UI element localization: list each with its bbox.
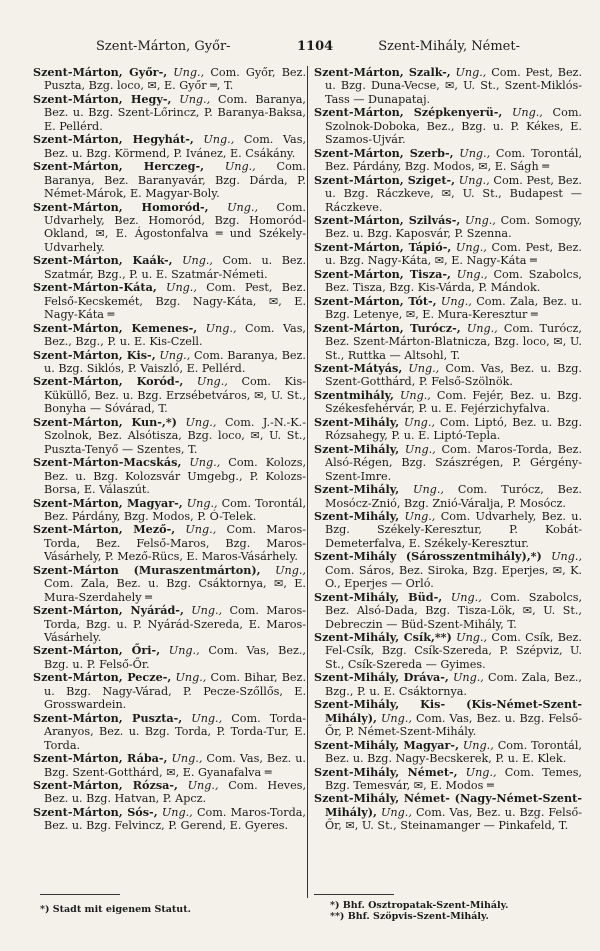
entry-country: Ung., [275, 563, 306, 577]
entry-country: Ung., [161, 805, 193, 819]
entry-details: Com. Vas, Bez. u. Bzg. Felső-Őr, P. Német-Szent-Mihály. [325, 711, 583, 739]
entry-country: Ung., [187, 779, 219, 793]
entry-details: Com. Somogy, Bez. u. Bzg. Kaposvár, P. Szenna. [325, 213, 583, 241]
gazetteer-entry [314, 268, 582, 295]
entry-country: Ung., [456, 631, 488, 645]
gazetteer-entry [33, 66, 306, 93]
entry-details: Com. Vas, Bez. u. Bzg. Felső-Őr, ✉, U. St., Steinamanger — Pinkafeld, T. [325, 805, 583, 833]
entry-details: Com. Torontál, Bez. Párdány, Bzg. Modos, P. Ó-Telek. [44, 496, 307, 523]
entry-country: Ung., [452, 671, 484, 685]
entry-country: Ung., [381, 711, 412, 725]
entry-headword: Szent-Márton, Szalk-, [314, 65, 451, 79]
entry-headword: Szent-Mihály, Kis- (Kis-Német-Szent-Mihály), [314, 697, 582, 725]
entry-country: Ung., [450, 590, 482, 604]
entry-headword: Szent-Márton, Turócz-, [314, 320, 461, 335]
entry-headword: Szent-Márton, Sós-, [33, 804, 158, 819]
entry-country: Ung., [196, 375, 228, 389]
entry-headword: Szent-Márton-Káta, [33, 280, 157, 295]
entry-details: Com. Zala, Bez. u. Bzg. Letenye, ✉, E. Mura-Keresztur ═ [325, 294, 582, 322]
footnote-right-1: *) Bhf. Osztropatak-Szent-Mihály. [330, 900, 509, 911]
entry-details: Com. Pest, Bez. Felső-Kecskemét, Bzg. Nagy-Káta, ✉, E. Nagy-Káta ═ [44, 281, 306, 322]
entry-headword: Szent-Márton, Tisza-, [314, 266, 451, 281]
entry-country: Ung., [404, 442, 436, 456]
entry-details: Com. Baranya, Bez. Baranyavár, Bzg. Dárda, P. Német-Márok, E. Magyar-Boly. [44, 160, 306, 201]
entry-details: Com. Pest, Bez. u. Bzg. Nagy-Káta, ✉, E. Nagy-Káta ═ [325, 240, 582, 268]
entry-details: Com. Udvarhely, Bez. u. Bzg. Székely-Keresztur, P. Kobát-Demeterfalva, E. Székely-Keresztur. [325, 509, 583, 550]
entry-country: Ung., [381, 805, 412, 819]
gazetteer-entry [33, 160, 306, 200]
entry-details: Com. Szabolcs, Bez. Alsó-Dada, Bzg. Tisza-Lök, ✉, U. St., Debreczin — Büd-Szent-Mihály, T. [325, 590, 583, 631]
entry-country: Ung., [399, 388, 431, 402]
gazetteer-entry [33, 133, 306, 160]
gazetteer-entry [33, 806, 306, 833]
entry-details: Com. Temes, Bzg. Temesvár, ✉, E. Modos ═ [325, 765, 582, 793]
entry-headword: Szent-Márton, Kemenes-, [33, 320, 198, 335]
page-number: 1104 [297, 39, 334, 54]
entry-headword: Szent-Márton, Tápió-, [314, 239, 452, 254]
footnote-left: *) Stadt mit eigenem Statut. [40, 904, 191, 915]
entry-details: Com. Pest, Bez. u. Bzg. Ráczkeve, ✉, U. St., Budapest — Ráczkeve. [325, 173, 582, 214]
entry-details: Com. Torontál, Bez. Párdány, Bzg. Modos, ✉, E. Ságh ═ [325, 146, 582, 174]
entry-details: Com. Kis-Küküllő, Bez. u. Bzg. Erzsébetváros, ✉, U. St., Bonyha — Sóvárad, T. [44, 375, 307, 416]
entry-country: Ung., [404, 415, 435, 429]
entry-headword: Szent-Mihály, Dráva-, [314, 670, 449, 685]
gazetteer-entry [314, 214, 582, 241]
left-column [33, 66, 306, 833]
gazetteer-entry [33, 93, 306, 133]
entry-country: Ung., [227, 200, 259, 214]
entry-details: Com. Bihar, Bez. u. Bzg. Nagy-Várad, P. Pecze-Szőllős, E. Grosswardein. [44, 671, 306, 712]
entry-headword: Szent-Márton, Hegy-, [33, 91, 172, 106]
entry-details: Com. J.-N.-K.-Szolnok, Bez. Alsótisza, Bzg. loco, ✉, U. St., Puszta-Tenyő — Szentes, T. [44, 415, 306, 456]
gazetteer-entry [314, 631, 582, 671]
entry-country: Ung., [168, 644, 200, 658]
entry-headword: Szent-Mátyás, [314, 360, 403, 375]
gazetteer-entry [33, 254, 306, 281]
gazetteer-entry [33, 281, 306, 321]
entry-details: Com. Zala, Bez. u. Bzg. Csáktornya, ✉, E. Mura-Szerdahely ═ [44, 577, 306, 604]
entry-headword: Szent-Márton, Győr-, [33, 65, 168, 79]
entry-headword: Szent-Márton, Tót-, [314, 293, 437, 308]
entry-country: Ung., [166, 281, 197, 295]
gazetteer-entry [314, 550, 582, 590]
entry-country: Ung., [179, 92, 211, 106]
entry-country: Ung., [185, 523, 217, 537]
entry-country: Ung., [551, 550, 583, 564]
entry-headword: Szent-Márton (Muraszentmárton), [33, 562, 261, 577]
entry-headword: Szent-Márton, Szerb-, [314, 145, 454, 160]
entry-country: Ung., [466, 321, 498, 335]
footnote-rule-left [40, 894, 120, 895]
entry-details: Com. Szolnok-Doboka, Bez., Bzg. u. P. Kékes, E. Szamos-Ujvár. [325, 106, 582, 147]
entry-details: Com. Maros-Torda, Bzg. u. P. Nyárád-Szereda, E. Maros-Vásárhely. [44, 604, 306, 645]
gazetteer-entry [314, 389, 582, 416]
gazetteer-entry [314, 295, 582, 322]
entry-headword: Szent-Márton, Szépkenyerü-, [314, 105, 503, 120]
entry-country: Ung., [465, 765, 497, 779]
entry-headword: Szent-Márton, Rózsa-, [33, 778, 178, 793]
entry-headword: Szent-Mihály, [314, 508, 400, 523]
entry-country: Ung., [203, 133, 235, 147]
entry-headword: Szent-Mihály, [314, 414, 400, 429]
gazetteer-entry [33, 497, 306, 524]
entry-headword: Szent-Márton, Kun-,*) [33, 414, 177, 429]
entry-country: Ung., [159, 348, 191, 362]
entry-country: Ung., [464, 213, 496, 227]
entry-details: Com. Szabolcs, Bez. Tisza, Bzg. Kis-Várda, P. Mándok. [325, 267, 582, 295]
entry-headword: Szent-Márton, Sziget-, [314, 172, 456, 187]
entry-country: Ung., [455, 240, 487, 254]
gazetteer-entry [314, 147, 582, 174]
gazetteer-entry [33, 375, 306, 415]
gazetteer-entry [314, 322, 582, 362]
gazetteer-entry [314, 792, 582, 832]
entry-headword: Szent-Márton, Magyar-, [33, 495, 183, 510]
entry-headword: Szent-Mihály, Magyar-, [314, 737, 459, 752]
entry-details: Com. Maros-Torda, Bez. Felső-Maros, Bzg. Maros-Vásárhely, P. Mező-Rücs, E. Maros-Vásárhely. [44, 523, 306, 564]
entry-country: Ung., [185, 415, 217, 429]
gazetteer-entry [314, 416, 582, 443]
entry-country: Ung., [205, 321, 237, 335]
gazetteer-entry [33, 779, 306, 806]
entry-headword: Szent-Márton, Koród-, [33, 374, 184, 389]
entry-country: Ung., [173, 66, 205, 79]
entry-details: Com. Vas, Bez., Bzg. u. P. Felső-Őr. [44, 644, 306, 671]
entry-country: Ung., [440, 294, 472, 308]
entry-details: Com. Torontál, Bez. u. Bzg. Nagy-Becskerek, P. u. E. Klek. [325, 738, 582, 766]
page-header [32, 36, 580, 58]
gazetteer-entry [33, 416, 306, 456]
entry-details: Com. u. Bez. Szatmár, Bzg., P. u. E. Szatmár-Németi. [44, 254, 306, 281]
entry-details: Com. Baranya, Bez. u. Bzg. Szent-Lőrincz, P. Baranya-Baksa, E. Pellérd. [44, 92, 306, 133]
entry-details: Com. Kolozs, Bez. u. Bzg. Kolozsvár Umgebg., P. Kolozs-Borsa, E. Válaszút. [44, 456, 306, 497]
entry-details: Com. Vas, Bez. u. Bzg. Szent-Gotthárd, P. Felső-Szölnök. [325, 361, 582, 389]
gazetteer-entry [33, 349, 306, 376]
entry-headword: Szent-Márton, Rába-, [33, 751, 168, 766]
entry-details: Com. Vas, Bez. u. Bzg. Körmend, P. Ivánez, E. Csákány. [44, 133, 306, 160]
entry-country: Ung., [455, 66, 487, 79]
gazetteer-entry [33, 712, 306, 752]
gazetteer-entry [314, 591, 582, 631]
entry-country: Ung., [456, 267, 488, 281]
entry-headword: Szent-Márton, Mező-, [33, 522, 176, 537]
entry-country: Ung., [459, 146, 491, 160]
gazetteer-entry [314, 443, 582, 483]
entry-details: Com. Liptó, Bez. u. Bzg. Rózsahegy, P. u. E. Liptó-Tepla. [325, 415, 583, 443]
entry-headword: Szent-Márton, Herczeg-, [33, 159, 205, 174]
entry-country: Ung., [171, 752, 203, 766]
entry-headword: Szent-Márton, Puszta-, [33, 710, 183, 725]
entry-country: Ung., [186, 496, 218, 510]
entry-headword: Szent-Márton-Macskás, [33, 455, 182, 470]
gazetteer-entry [314, 362, 582, 389]
entry-headword: Szent-Mihály, Csík,**) [314, 630, 452, 645]
gazetteer-entry [314, 66, 582, 106]
entry-details: Com. Fejér, Bez. u. Bzg. Székesfehérvár, P. u. E. Fejérzichyfalva. [325, 388, 582, 416]
gazetteer-entry [33, 671, 306, 711]
entry-details: Com. Pest, Bez. u. Bzg. Duna-Vecse, ✉, U. St., Szent-Miklós-Tass — Dunapataj. [325, 66, 583, 106]
gazetteer-entry [33, 201, 306, 255]
entry-details: Com. Vas, Bez. u. Bzg. Szent-Gotthárd, ✉, E. Gyanafalva ═ [44, 752, 306, 779]
right-column [314, 66, 582, 833]
entry-details: Com. Sáros, Bez. Siroka, Bzg. Eperjes, ✉, K. O., Eperjes — Orló. [325, 563, 582, 591]
gazetteer-entry [33, 322, 306, 349]
gazetteer-entry [314, 510, 582, 550]
entry-headword: Szent-Mihály, Német-, [314, 764, 458, 779]
gazetteer-entry [33, 644, 306, 671]
entry-country: Ung., [462, 738, 494, 752]
entry-headword: Szent-Mihály, [314, 441, 400, 456]
gazetteer-entry [314, 698, 582, 738]
gazetteer-entry [33, 523, 306, 563]
gazetteer-entry [33, 456, 306, 496]
footnote-right-2: **) Bhf. Szöpvis-Szent-Mihály. [330, 911, 489, 922]
entry-headword: Szent-Márton, Kis-, [33, 347, 156, 362]
entry-headword: Szent-Mihály, [314, 482, 400, 497]
entry-headword: Szentmihály, [314, 387, 394, 402]
footnotes-right [330, 900, 508, 922]
entry-details: Com. Maros-Torda, Bez. Alsó-Régen, Bzg. Szászrégen, P. Gérgény-Szent-Imre. [325, 442, 583, 483]
entry-details: Com. Turócz, Bez. Szent-Márton-Blatnicza, Bzg. loco, ✉, U. St., Ruttka — Altsohl, T. [325, 321, 582, 362]
gazetteer-entry [33, 752, 306, 779]
entry-country: Ung., [511, 106, 543, 120]
entry-details: Com. Baranya, Bez. u. Bzg. Siklós, P. Vaiszló, E. Pellérd. [44, 348, 306, 375]
entry-country: Ung., [189, 456, 221, 470]
gazetteer-entry [314, 483, 582, 510]
header-left-guideword: Szent-Márton, Győr- [96, 39, 231, 54]
gazetteer-entry [33, 604, 306, 644]
gazetteer-entry [314, 739, 582, 766]
entry-details: Com. Zala, Bez., Bzg., P. u. E. Csáktornya. [325, 671, 582, 698]
gazetteer-entry [314, 766, 582, 793]
entry-details: Com. Turócz, Bez. Mosócz-Znió, Bzg. Znió-Váralja, P. Mosócz. [325, 483, 582, 510]
column-divider [307, 66, 308, 898]
entry-headword: Szent-Márton, Szilvás-, [314, 212, 461, 227]
entry-country: Ung., [175, 671, 207, 685]
entry-country: Ung., [224, 160, 256, 174]
entry-headword: Szent-Márton, Homoród-, [33, 199, 209, 214]
entry-headword: Szent-Mihály, Büd-, [314, 589, 443, 604]
entry-details: Com. Heves, Bez. u. Bzg. Hatvan, P. Apcz. [44, 779, 306, 806]
gazetteer-entry [33, 564, 306, 604]
entry-country: Ung., [404, 509, 436, 523]
entry-details: Com. Torda-Aranyos, Bez. u. Bzg. Torda, P. Torda-Tur, E. Torda. [44, 711, 307, 752]
entry-country: Ung., [408, 361, 440, 375]
entry-details: Com. Maros-Torda, Bez. u. Bzg. Felvincz, P. Gerend, E. Gyeres. [44, 805, 306, 833]
entry-country: Ung., [458, 173, 490, 187]
entry-headword: Szent-Márton, Nyárád-, [33, 603, 184, 618]
entry-details: Com. Csík, Bez. Fel-Csík, Bzg. Csík-Szereda, P. Szépviz, U. St., Csík-Szereda — Gyimes. [325, 631, 582, 671]
entry-details: Com. Vas, Bez., Bzg., P. u. E. Kis-Czell. [44, 321, 306, 349]
gazetteer-entry [314, 106, 582, 146]
gazetteer-entry [314, 241, 582, 268]
entry-headword: Szent-Márton, Hegyhát-, [33, 132, 194, 147]
entry-details: Com. Győr, Bez. Puszta, Bzg. loco, ✉, E. Győr ═, T. [44, 66, 306, 93]
entry-country: Ung., [191, 711, 223, 725]
entry-headword: Szent-Mihály (Sárosszentmihály),*) [314, 549, 542, 564]
entry-headword: Szent-Márton, Kaák-, [33, 253, 173, 268]
entry-details: Com. Udvarhely, Bez. Homoród, Bzg. Homoród-Okland, ✉, E. Ágostonfalva ═ und Székely-Udvarhely. [44, 200, 306, 254]
entry-country: Ung., [191, 604, 223, 618]
header-right-guideword: Szent-Mihály, Német- [378, 39, 520, 54]
gazetteer-entry [314, 174, 582, 214]
entry-headword: Szent-Márton, Pecze-, [33, 670, 172, 685]
entry-country: Ung., [182, 254, 213, 268]
footnote-rule-right [314, 894, 394, 895]
entry-country: Ung., [413, 483, 444, 497]
entry-headword: Szent-Márton, Őri-, [33, 643, 161, 658]
entry-headword: Szent-Mihály, Német- (Nagy-Német-Szent-Mihály), [314, 791, 582, 819]
gazetteer-entry [314, 671, 582, 698]
